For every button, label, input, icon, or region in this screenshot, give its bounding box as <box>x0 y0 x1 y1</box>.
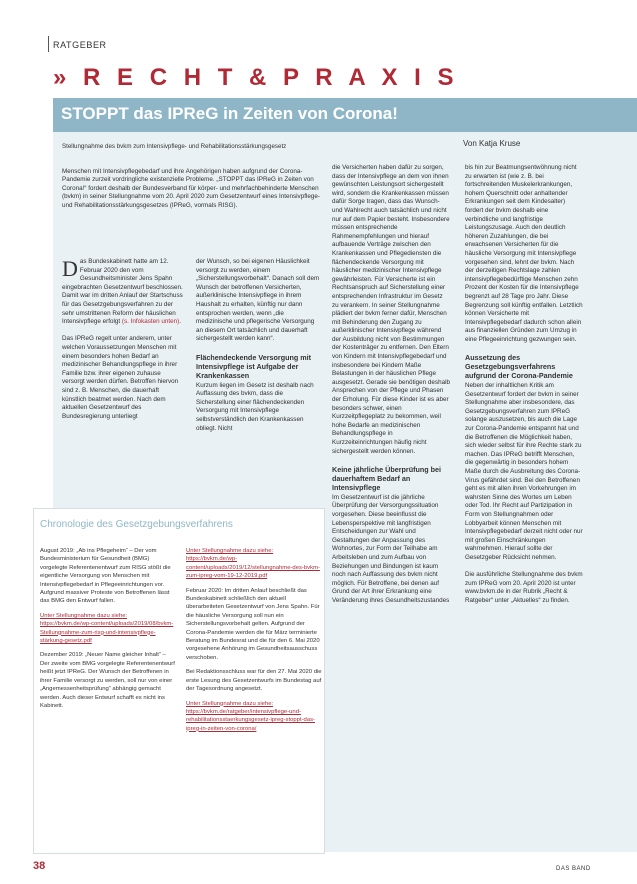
infobox-right-column <box>186 547 322 739</box>
article-intro <box>62 168 324 219</box>
subheading: Aussetzung des Gesetzgebungsverfahrens aufgrund der Corona-Pandemie <box>465 353 573 381</box>
infobox-link[interactable]: Unter Stellungnahme dazu siehe: https://bvkm.de/wp-content/uploads/2019/12/stellungnahme-des-bvkm-zum-ipreg-vom-19-12-2019.pdf <box>186 548 320 580</box>
article-author: Von Katja Kruse <box>463 139 521 148</box>
publication-name: DAS BAND <box>556 866 591 872</box>
body-paragraph: Das IPReG regelt unter anderem, unter welchen Voraussetzungen Menschen mit einem besonders hohen Bedarf an medizinischer Behandlungspflege in ihrer Familie bzw. ihrer eigenen zuhause versorgt werden dürfen. Betroffen hiervon sind z. B. Menschen, die dauerhaft künstlich beatmet werden. Nach dem aktuellen Gesetzentwurf des Bundesregierung unterliegt <box>62 335 179 420</box>
article-column-4 <box>465 164 583 614</box>
body-paragraph: Die ausführliche Stellungnahme des bvkm zum IPReG vom 20. April 2020 ist unter www.bvkm.de in der Rubrik „Recht & Ratgeber“ unter „Aktuelles“ zu finden. <box>465 571 583 604</box>
body-paragraph: bis hin zur Beatmungsentwöhnung nicht zu erwarten ist (wie z. B. bei fortschreitenden Muskelerkrankungen, hohem Querschnitt oder anhaltender Erkrankungen seit dem Kindesalter) fordert der bvkm deshalb eine verbindliche und langfristige Leistungszusage. Auch den deutlich höheren Zuzahlungen, die bei erwachsenen Versicherten für die häusliche Versorgung mit Intensivpflege vorgesehen sind, lehnt der bvkm. Nach der derzeitigen Rechtslage zahlen intensivpflegebedürftige Menschen zehn Prozent der Kosten für die Intensivpflege begrenzt auf 28 Tage pro Jahr. Diese Begrenzung soll künftig entfallen. Letztlich können Versicherte mit Intensivpflegebedarf dadurch schon allein aus finanziellen Gründen zum Umzug in eine Pflegeeinrichtung gezwungen sein. <box>465 164 583 343</box>
infobox-reference: (s. Infokasten unten) <box>121 318 180 326</box>
infobox-link[interactable]: Unter Stellungnahme dazu siehe: https://bvkm.de/wp-content/uploads/2019/08/bvkm-Stellungnahme-zum-risg-und-intensivpflege-stärkung-gesetz.pdf <box>40 612 174 645</box>
drop-cap: D <box>62 256 78 281</box>
infobox-entry: August 2019: „Ab ins Pflegeheim“ – Der vom Bundesministerium für Gesundheit (BMG) vorgelegte Referentenentwurf zum RISG stößt die eigentliche Versorgung von Menschen mit Intensivpflegebedarf in Pflegeeinrichtungen vor. Aufgrund massiver Proteste von Betroffenen lässt das BMG den Entwurf fallen. <box>40 548 171 605</box>
article-column-3 <box>332 164 450 614</box>
article-column-2 <box>196 258 320 442</box>
body-paragraph <box>62 258 184 327</box>
body-paragraph: der Wunsch, so bei eigenen Häuslichkeit versorgt zu werden, einem „Sicherstellungsvorbehalt“. Danach soll dem Wunsch der betroffenen Versicherten, außerklinische Intensivpflege in ihrem Haushalt zu erhalten, künftig nur dann entsprochen werden, wenn „die medizinische und pflegerische Versorgung an diesem Ort tatsächlich und dauerhaft sichergestellt werden kann“. <box>196 258 320 343</box>
article-subline: Stellungnahme des bvkm zum Intensivpflege- und Rehabilitationsstärkungsgesetz <box>62 143 287 150</box>
section-title: » R E C H T & P R A X I S <box>53 64 459 91</box>
body-paragraph: Kurzum liegen im Gesetz ist deshalb nach Auffassung des bvkm, dass die Sicherstellung einer flächendeckenden Versorgung mit Intensivpflege selbstverständlich den Krankenkassen obliegt. Nicht <box>196 381 314 432</box>
body-paragraph: die Versicherten haben dafür zu sorgen, dass der Intensivpflege an dem von ihnen gewünschten Leistungsort sichergestellt wird, sondern die Krankenkassen müssen dafür Sorge tragen, dass das Wunsch- und Wahlrecht auch tatsächlich und nicht nur auf dem Papier besteht. Insbesondere müssen entsprechende Rahmenempfehlungen und hierauf aufbauende Verträge zwischen den Krankenkassen und Pflegediensten die flächendeckende Versorgung mit häuslicher medizinischer Intensivpflege gewährleisten. Für Versicherte ist ein Rechtsanspruch auf Sicherstellung einer entsprechenden Infrastruktur im Gesetz zu verankern. In seiner Stellungnahme plädiert der bvkm ferner dafür, Menschen mit Behinderung den Zugang zu außerklinischer Intensivpflege während der Ausbildung nicht von Bestimmungen der Kostenträger zu entfernen. Den Eltern von Kindern mit Intensivpflegebedarf und insbesondere bei Kindern Maße Belastungen in der häuslichen Pflege ausgesetzt. Gerade sie benötigen deshalb Ansprechen von der Pflege und Phasen der Erholung. Für diese Kinder ist es aber besonders schwer, einen Kurzzeitpflegeplatz zu bekommen, weil hohe Bedarfe an medizinischen Behandlungspflege in Kurzzeiteinrichtungen häufig nicht sichergestellt werden können. <box>332 164 450 455</box>
infobox-link[interactable]: Unter Stellungnahme dazu siehe: https://bvkm.de/ratgeber/intensivpflege-und-rehabilitationsstaerkungsgesetz-ipreg-stoppt-das-ipreg-in-zeiten-von-corona/ <box>186 700 316 732</box>
chronology-infobox <box>33 508 325 854</box>
subheading: Keine jährliche Überprüfung bei dauerhaftem Bedarf an Intensivpflege <box>332 464 442 492</box>
section-rule <box>48 36 49 52</box>
intro-paragraph: Menschen mit Intensivpflegebedarf und ihre Angehörigen haben aufgrund der Corona-Pandemie zurzeit vordringliche existenzielle Probleme. „STOPPT das IPReG in Zeiten von Corona!“ fordert deshalb der Bundesverband für körper- und mehrfachbehinderte Menschen (bvkm) in seiner Stellungnahme vom 20. April 2020 zum Gesetzentwurf eines Intensivpflege- und Rehabilitationsstärkungsgesetzes (IPReG, vormals RISG). <box>62 168 320 209</box>
infobox-left-column <box>40 547 176 716</box>
article-column-1 <box>62 258 184 430</box>
body-paragraph: Neben der inhaltlichen Kritik am Gesetzentwurf fordert der bvkm in seiner Stellungnahme aber insbesondere, das Gesetzgebungsverfahren zum IPReG solange auszusetzen, bis auch die Lage zur Corona-Pandemie entspannt hat und die Betroffenen die Möglichkeit haben, sich wieder selbst für ihre Rechte stark zu machen. Das IPReG betrifft Menschen, die gegenwärtig in besonders hohem Maße durch die Ausbreitung des Corona-Virus gefährdet sind. Bei den Betroffenen geht es mit allen ihren Vorkehrungen im wahrsten Sinne des Wortes um Leben oder Tod. Ihr Recht auf Partizipation in Form von Stellungnahmen oder Lobbyarbeit können Menschen mit Intensivpflegebedarf derzeit nicht oder nur mit großen Einschränkungen wahrnehmen. Hierauf sollte der Gesetzgeber Rücksicht nehmen. <box>465 382 583 561</box>
infobox-entry: Bei Redaktionsschluss war für den 27. Mai 2020 die erste Lesung des Gesetzentwurfs im Bundestag auf der Tagesordnung angesetzt. <box>186 669 322 693</box>
body-text: as Bundeskabinett hatte am 12. Februar 2020 den vom Gesundheitsminister Jens Spahn eingebrachten Gesetzentwurf beschlossen. Damit war im dritten Anlauf der Startschuss für das Gesetzgebungsverfahren zu der sehr umstrittenen Reform der häuslichen Intensivpflege erfolgt (s. Infokasten unten). <box>62 258 183 326</box>
headline-banner <box>53 98 637 132</box>
subheading: Flächendeckende Versorgung mit Intensivpflege ist Aufgabe der Krankenkassen <box>196 352 312 380</box>
section-label: RATGEBER <box>53 40 107 50</box>
article-headline: STOPPT das IPReG in Zeiten von Corona! <box>61 104 398 123</box>
infobox-entry: Februar 2020: Im dritten Anlauf beschließt das Bundeskabinett schließlich den aktuell überarbeiteten Gesetzentwurf von Jens Spahn. Für die häusliche Versorgung soll nun ein Sicherstellungsvorbehalt gelten. Aufgrund der Corona-Pandemie werden die für März terminierte Beratung im Bundesrat und die für den 6. Mai 2020 vorgesehene Anhörung im Gesundheitsausschuss verschoben. <box>186 587 320 661</box>
body-paragraph: Im Gesetzentwurf ist die jährliche Überprüfung der Versorgungssituation vorgesehen. Diese beeinflusst die Lebensperspektive mit langfristigen Entscheidungen zur Wahl und Gestaltungen der Anpassung des Wohnortes, zur Form der Teilhabe am Arbeitsleben und zum Aufbau von Beziehungen und Bindungen ist kaum noch nach Auffassung des bvkm nicht möglich. Für Betroffene, bei denen auf Grund der Art ihrer Erkrankung eine Veränderung ihres Gesundheitszustandes <box>332 493 450 604</box>
page-number: 38 <box>33 860 46 872</box>
infobox-title: Chronologie des Gesetzgebungsverfahrens <box>40 519 233 530</box>
infobox-entry: Dezember 2019: „Neuer Name gleicher Inhalt“ – Der zweite vom BMG vorgelegte Referentenentwurf heißt jetzt IPReG. Der Wunsch der Betroffenen in ihrer Familie versorgt zu werden, soll nur von einer „Angemessenheitsprüfung“ abhängig gemacht werden. Auch dieser Entwurf schafft es nicht ins Kabinett. <box>40 652 175 709</box>
